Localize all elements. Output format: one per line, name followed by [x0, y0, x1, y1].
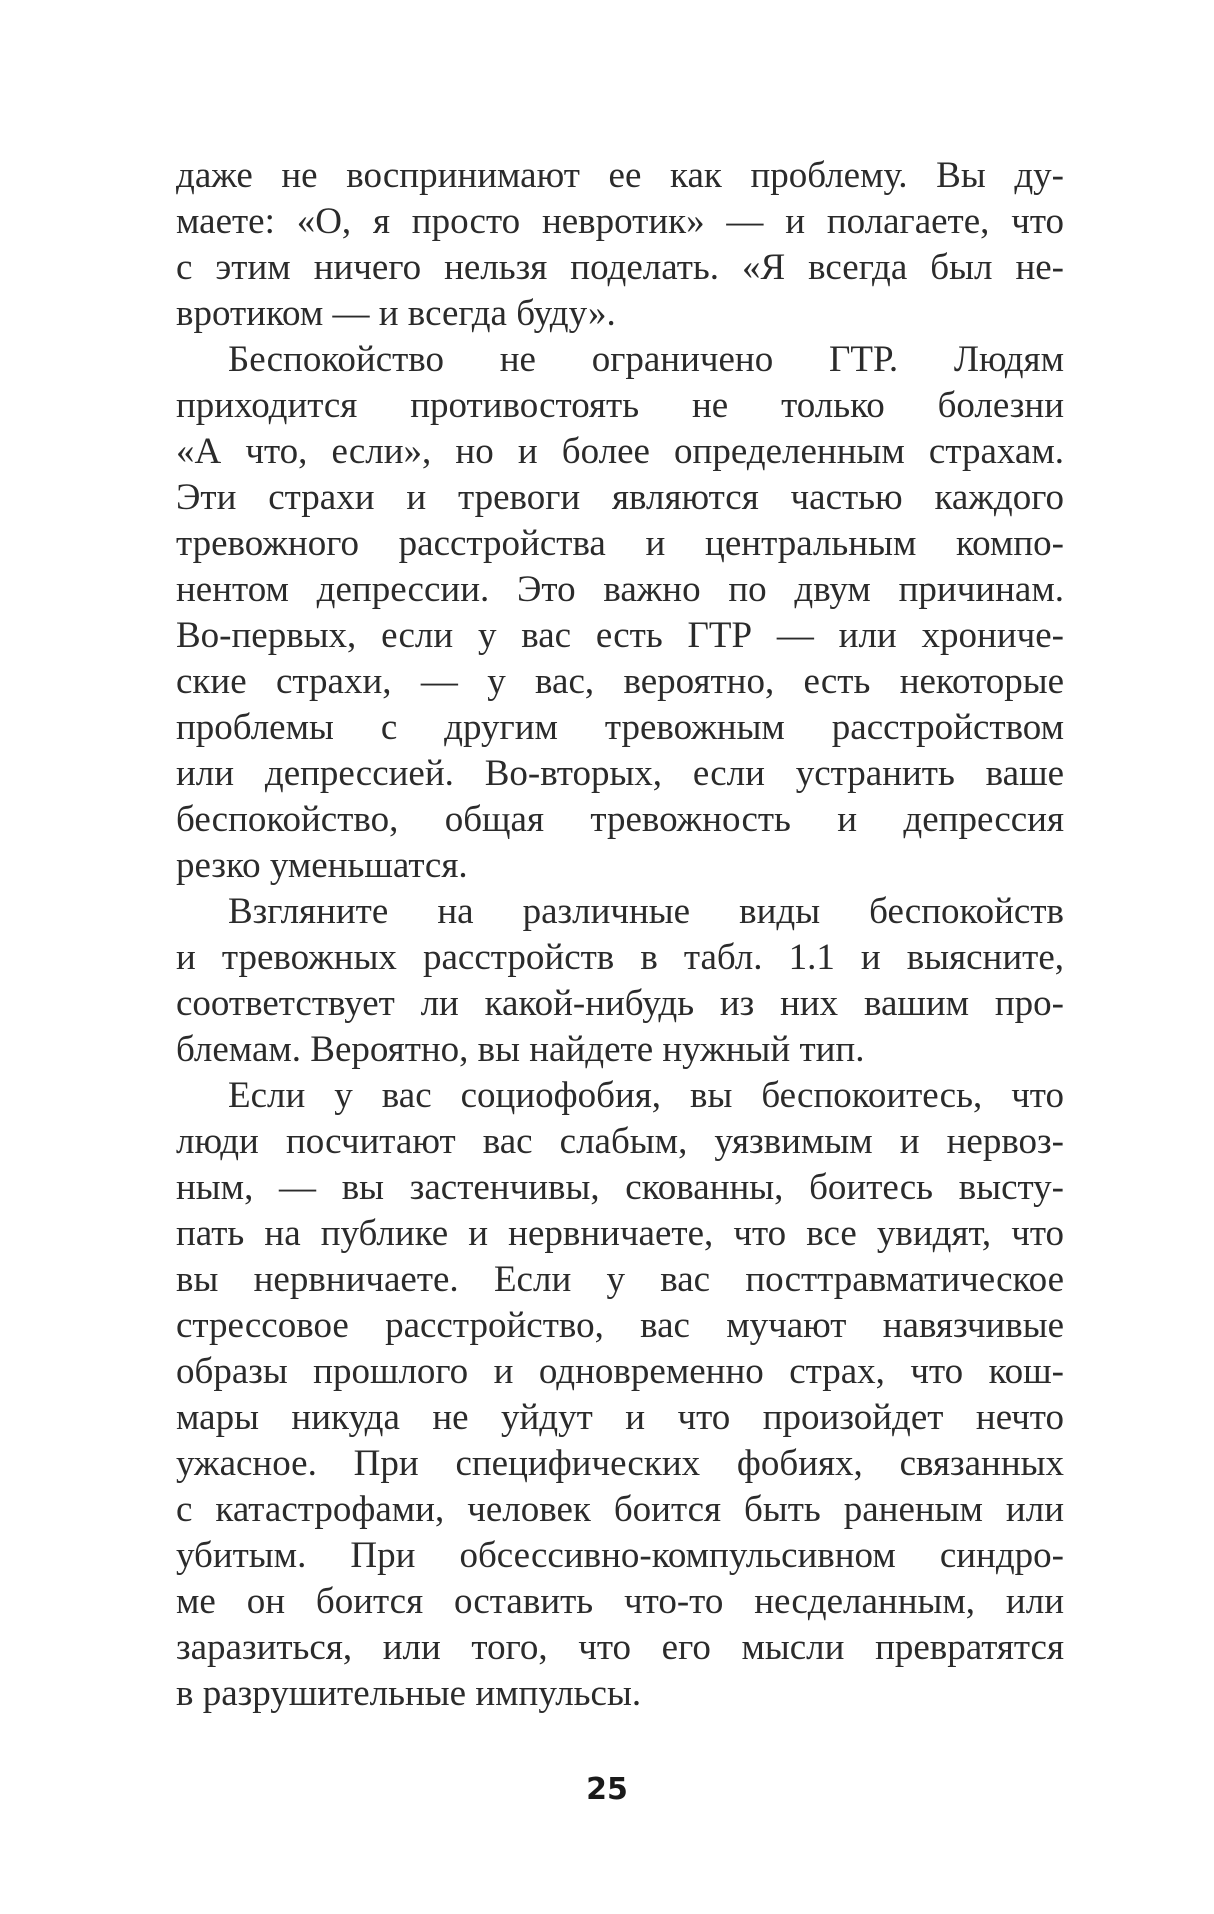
- text-line: мары никуда не уйдут и что произойдет нечто: [176, 1397, 1064, 1438]
- text-line: маете: «О, я просто невротик» — и полагаете, что: [176, 201, 1064, 242]
- text-line: проблемы с другим тревожным расстройством: [176, 707, 1064, 748]
- page-number: 25: [586, 1772, 628, 1807]
- text-line: блемам. Вероятно, вы найдете нужный тип.: [176, 1029, 865, 1070]
- body-text: [176, 153, 1064, 1717]
- text-line: вротиком — и всегда буду».: [176, 293, 616, 334]
- text-line: с катастрофами, человек боится быть раненым или: [176, 1489, 1064, 1530]
- text-line: ужасное. При специфических фобиях, связанных: [176, 1443, 1064, 1484]
- text-line: пать на публике и нервничаете, что все увидят, что: [176, 1213, 1064, 1254]
- text-line: образы прошлого и одновременно страх, что кош-: [176, 1351, 1064, 1392]
- text-line: резко уменьшатся.: [176, 845, 468, 886]
- text-line: люди посчитают вас слабым, уязвимым и нервоз-: [176, 1121, 1064, 1162]
- text-line: стрессовое расстройство, вас мучают навязчивые: [176, 1305, 1064, 1346]
- text-line: «А что, если», но и более определенным страхам.: [176, 431, 1064, 472]
- text-line: заразиться, или того, что его мысли превратятся: [176, 1627, 1064, 1668]
- text-line: ным, — вы застенчивы, скованны, боитесь высту-: [176, 1167, 1064, 1208]
- text-line: вы нервничаете. Если у вас посттравматическое: [176, 1259, 1064, 1300]
- text-line: Эти страхи и тревоги являются частью каждого: [176, 477, 1064, 518]
- text-line: и тревожных расстройств в табл. 1.1 и выясните,: [176, 937, 1064, 978]
- text-line: ме он боится оставить что-то несделанным, или: [176, 1581, 1064, 1622]
- text-line: беспокойство, общая тревожность и депрессия: [176, 799, 1064, 840]
- text-line: с этим ничего нельзя поделать. «Я всегда был не-: [176, 247, 1064, 288]
- text-line: соответствует ли какой-нибудь из них вашим про-: [176, 983, 1064, 1024]
- text-line: или депрессией. Во-вторых, если устранить ваше: [176, 753, 1064, 794]
- text-line: тревожного расстройства и центральным компо-: [176, 523, 1064, 564]
- text-line: Во-первых, если у вас есть ГТР — или хрониче-: [176, 615, 1064, 656]
- text-line: приходится противостоять не только болезни: [176, 385, 1064, 426]
- text-line: в разрушительные импульсы.: [176, 1673, 642, 1714]
- text-line: убитым. При обсессивно-компульсивном синдро-: [176, 1535, 1064, 1576]
- text-line: ские страхи, — у вас, вероятно, есть некоторые: [176, 661, 1064, 702]
- text-line: Взгляните на различные виды беспокойств: [228, 891, 1064, 932]
- text-line: Если у вас социофобия, вы беспокоитесь, что: [228, 1075, 1064, 1116]
- text-line: Беспокойство не ограничено ГТР. Людям: [228, 339, 1064, 380]
- text-line: нентом депрессии. Это важно по двум причинам.: [176, 569, 1064, 610]
- text-line: даже не воспринимают ее как проблему. Вы ду-: [176, 155, 1064, 196]
